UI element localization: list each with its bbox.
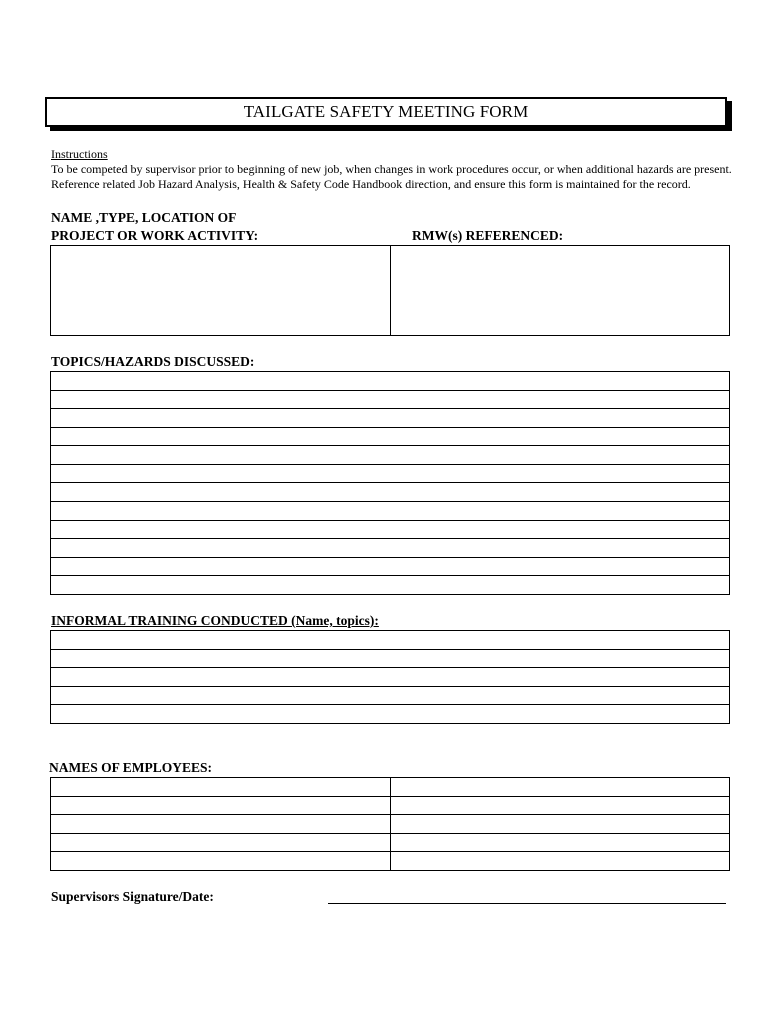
training-table [50, 630, 730, 724]
topics-row-cell[interactable] [51, 502, 730, 521]
topics-row [51, 372, 730, 391]
training-row-cell[interactable] [51, 705, 730, 724]
employee-row-cell[interactable] [391, 833, 730, 852]
training-row [51, 631, 730, 650]
rmw-field[interactable] [391, 246, 730, 336]
topics-row [51, 502, 730, 521]
topics-table [50, 371, 730, 595]
training-row [51, 686, 730, 705]
topics-row-cell[interactable] [51, 576, 730, 595]
rmw-label: RMW(s) REFERENCED: [412, 228, 564, 243]
employee-row-cell[interactable] [51, 815, 391, 834]
employee-row-cell[interactable] [51, 778, 391, 797]
topics-label: TOPICS/HAZARDS DISCUSSED: [51, 354, 255, 369]
employee-row-cell[interactable] [391, 815, 730, 834]
topics-row [51, 446, 730, 465]
topics-row [51, 576, 730, 595]
employees-table [50, 777, 730, 871]
topics-row-cell[interactable] [51, 539, 730, 558]
employee-row [51, 796, 730, 815]
employees-label: NAMES OF EMPLOYEES: [49, 760, 213, 775]
training-row [51, 705, 730, 724]
project-label-line-2: PROJECT OR WORK ACTIVITY: [51, 228, 259, 243]
employee-row [51, 815, 730, 834]
form-title: TAILGATE SAFETY MEETING FORM [45, 97, 727, 127]
project-label-line-1: NAME ,TYPE, LOCATION OF [51, 210, 237, 225]
topics-row [51, 539, 730, 558]
instructions-heading: Instructions [51, 147, 108, 161]
topics-row [51, 520, 730, 539]
project-field[interactable] [51, 246, 391, 336]
employee-row [51, 852, 730, 871]
topics-row-cell[interactable] [51, 409, 730, 428]
employee-row [51, 833, 730, 852]
signature-line[interactable] [328, 903, 726, 904]
topics-row [51, 557, 730, 576]
employee-row-cell[interactable] [391, 796, 730, 815]
topics-row-cell[interactable] [51, 427, 730, 446]
topics-row [51, 409, 730, 428]
topics-row-cell[interactable] [51, 557, 730, 576]
topics-row-cell[interactable] [51, 520, 730, 539]
topics-row [51, 390, 730, 409]
topics-row-cell[interactable] [51, 390, 730, 409]
instructions-line-1: To be competed by supervisor prior to beginning of new job, when changes in work procedures occur, or when additional hazards are present. [51, 162, 732, 176]
training-row-cell[interactable] [51, 686, 730, 705]
training-row [51, 668, 730, 687]
training-row-cell[interactable] [51, 668, 730, 687]
topics-row-cell[interactable] [51, 372, 730, 391]
topics-row-cell[interactable] [51, 446, 730, 465]
employee-row-cell[interactable] [391, 852, 730, 871]
employee-row [51, 778, 730, 797]
training-label: INFORMAL TRAINING CONDUCTED (Name, topics): [51, 613, 379, 628]
topics-row-cell[interactable] [51, 483, 730, 502]
topics-row [51, 464, 730, 483]
employee-row-cell[interactable] [391, 778, 730, 797]
topics-row [51, 483, 730, 502]
employee-row-cell[interactable] [51, 833, 391, 852]
signature-label: Supervisors Signature/Date: [51, 889, 214, 904]
training-row [51, 649, 730, 668]
employee-row-cell[interactable] [51, 852, 391, 871]
project-rmw-table [50, 245, 730, 336]
topics-row-cell[interactable] [51, 464, 730, 483]
topics-row [51, 427, 730, 446]
training-row-cell[interactable] [51, 649, 730, 668]
training-row-cell[interactable] [51, 631, 730, 650]
employee-row-cell[interactable] [51, 796, 391, 815]
instructions-line-2: Reference related Job Hazard Analysis, Health & Safety Code Handbook direction, and ensure this form is maintained for the record. [51, 177, 691, 191]
